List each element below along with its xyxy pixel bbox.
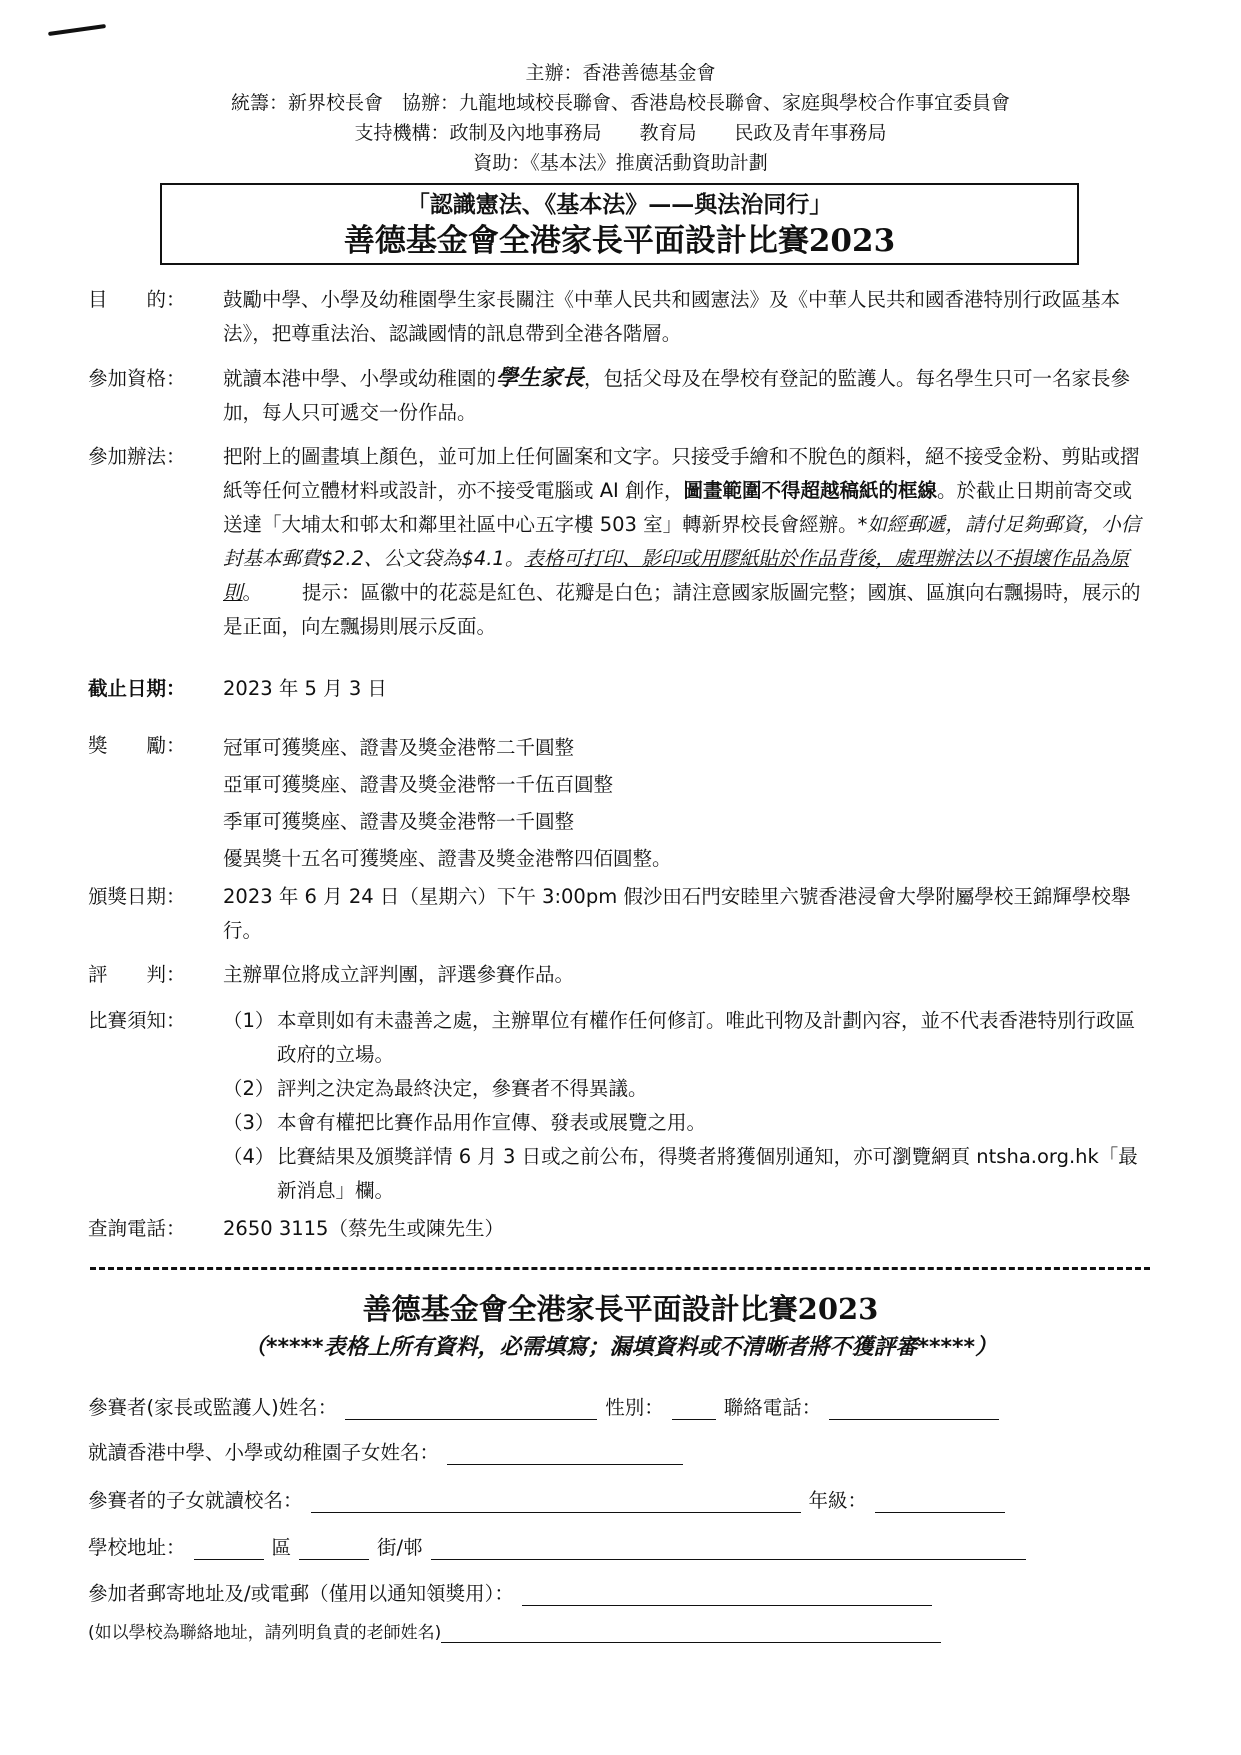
award-item: 優異獎十五名可獲獎座、證書及獎金港幣四佰圓整。	[223, 847, 672, 870]
purpose-text: 鼓勵中學、小學及幼稚園學生家長關注《中華人民共和國憲法》及《中華人民共和國香港特別行政區基本法》，把尊重法治、認識國情的訊息帶到全港各階層。	[223, 288, 1121, 345]
method-text-b: 。於截止日期前寄交或送達「大埔太和邨太和鄰里社區中心五字樓 503 室」轉新界校長會經辦。	[223, 479, 1133, 536]
method-text-a: 把附上的圖畫填上顏色，並可加上任何圖案和文字。只接受手繪和不脫色的顏料，絕不接受金粉、剪貼或摺紙等任何立體材料或設計，亦不接受電腦或 AI 創作，	[223, 445, 1140, 502]
form-row-child	[88, 1437, 691, 1465]
cut-line-divider	[90, 1267, 1150, 1270]
mail-address-label: 參加者郵寄地址及/或電郵（僅用以通知領獎用）：	[88, 1582, 514, 1605]
header	[0, 58, 1241, 178]
award-item: 亞軍可獲獎座、證書及獎金港幣一千伍百圓整	[223, 773, 614, 796]
form-row-teacher	[88, 1618, 949, 1643]
teacher-name-field[interactable]	[441, 1620, 941, 1643]
notice-item	[223, 1140, 1148, 1208]
judging-text: 主辦單位將成立評判團，評選參賽作品。	[223, 963, 575, 986]
page-title: 善德基金會全港家長平面設計比賽2023	[343, 223, 896, 259]
district-label: 區	[271, 1536, 292, 1559]
eligibility-label: 參加資格：	[88, 367, 186, 390]
form-row-mail	[88, 1578, 940, 1606]
form-row-parent	[88, 1392, 1007, 1420]
method-text-c: 。	[242, 581, 263, 604]
notice-item	[223, 1004, 1148, 1072]
school-name-label: 參賽者的子女就讀校名：	[88, 1489, 303, 1512]
eligibility-text	[223, 362, 1148, 430]
title-subtitle: 「認識憲法、《基本法》——與法治同行」	[406, 191, 833, 218]
child-name-field[interactable]	[447, 1442, 683, 1465]
method-label: 參加辦法：	[88, 445, 186, 468]
judging-section	[88, 958, 1148, 992]
gender-label: 性別：	[605, 1396, 664, 1419]
address-detail-field[interactable]	[431, 1537, 1026, 1560]
notice-label: 比賽須知：	[88, 1009, 186, 1032]
eligibility-text-b: ，包括父母及在學校有登記的監護人。每名學生只可一名家長參加，每人只可遞交一份作品。	[223, 367, 1131, 424]
ceremony-label: 頒獎日期：	[88, 885, 186, 908]
enquiry-section	[88, 1212, 1148, 1246]
district-field[interactable]	[194, 1537, 264, 1560]
eligibility-emphasis: 學生家長	[496, 366, 585, 391]
form-row-school	[88, 1485, 1013, 1513]
parent-name-label: 參賽者(家長或監護人)姓名：	[88, 1396, 338, 1419]
teacher-note-label: (如以學校為聯絡地址，請列明負責的老師姓名)	[88, 1623, 442, 1643]
school-address-label: 學校地址：	[88, 1536, 186, 1559]
street-field[interactable]	[299, 1537, 369, 1560]
school-name-field[interactable]	[311, 1490, 801, 1513]
phone-label: 聯絡電話：	[723, 1396, 822, 1419]
mail-address-field[interactable]	[522, 1583, 932, 1606]
notice-text: 評判之決定為最終決定，參賽者不得異議。	[277, 1077, 648, 1100]
notice-text: 比賽結果及頒獎詳情 6 月 3 日或之前公布，得獎者將獲個別通知，亦可瀏覽網頁 ntsha.org.hk「最新消息」欄。	[277, 1145, 1138, 1202]
notice-number: （1）	[223, 1009, 275, 1032]
judging-label: 評 判：	[88, 963, 186, 986]
notice-section	[88, 1004, 1148, 1208]
purpose-section	[88, 283, 1148, 351]
notice-item	[223, 1072, 1148, 1106]
organizer-line: 主辦：香港善德基金會	[525, 62, 716, 84]
eligibility-text-a: 就讀本港中學、小學或幼稚園的	[223, 367, 497, 390]
notice-text: 本會有權把比賽作品用作宣傳、發表或展覽之用。	[277, 1111, 707, 1134]
support-line: 支持機構：政制及內地事務局 教育局 民政及青年事務局	[354, 122, 887, 144]
form-title: 善德基金會全港家長平面設計比賽2023	[362, 1292, 879, 1326]
notice-item	[223, 1106, 1148, 1140]
awards-label: 獎 勵：	[88, 734, 186, 757]
phone-field[interactable]	[829, 1397, 999, 1420]
grade-label: 年級：	[808, 1489, 868, 1512]
form-row-address	[88, 1532, 1034, 1560]
deadline-section	[88, 672, 1148, 706]
deadline-text: 2023 年 5 月 3 日	[223, 677, 387, 700]
notice-number: （3）	[223, 1111, 275, 1134]
method-hint: 提示：區徽中的花蕊是紅色、花瓣是白色；請注意國家版圖完整；國旗、區旗向右飄揚時，展示的是正面，向左飄揚則展示反面。	[223, 581, 1141, 638]
method-section	[88, 440, 1148, 644]
award-item: 冠軍可獲獎座、證書及獎金港幣二千圓整	[223, 736, 575, 759]
ceremony-text: 2023 年 6 月 24 日（星期六）下午 3:00pm 假沙田石門安睦里六號香港浸會大學附屬學校王錦輝學校舉行。	[223, 885, 1131, 942]
ceremony-section	[88, 880, 1148, 948]
method-text	[223, 440, 1148, 644]
notice-number: （4）	[223, 1145, 275, 1168]
enquiry-text: 2650 3115（蔡先生或陳先生）	[223, 1217, 504, 1240]
awards-list	[223, 729, 1148, 877]
eligibility-section	[88, 362, 1148, 430]
form-note: （*****表格上所有資料，必需填寫；漏填資料或不清晰者將不獲評審*****）	[243, 1335, 998, 1360]
funding-line: 資助：《基本法》推廣活動資助計劃	[473, 152, 768, 174]
method-postage: *如經郵遞，請付足夠郵資，小信封基本郵費$2.2、公文袋為$4.1。	[223, 513, 1141, 570]
method-bold: 圖畫範圍不得超越稿紙的框線	[683, 479, 938, 502]
purpose-label: 目 的：	[88, 288, 186, 311]
scan-mark	[48, 24, 106, 36]
notice-number: （2）	[223, 1077, 275, 1100]
method-underline: 表格可打印、影印或用膠紙貼於作品背後，處理辦法以不損壞作品為原則	[223, 547, 1129, 604]
notice-text: 本章則如有未盡善之處，主辦單位有權作任何修訂。唯此刊物及計劃內容，並不代表香港特別行政區政府的立場。	[277, 1009, 1136, 1066]
title-box	[160, 183, 1079, 265]
child-name-label: 就讀香港中學、小學或幼稚園子女姓名：	[88, 1441, 440, 1464]
gender-field[interactable]	[672, 1397, 716, 1420]
deadline-label: 截止日期：	[88, 677, 186, 700]
award-item: 季軍可獲獎座、證書及獎金港幣一千圓整	[223, 810, 575, 833]
parent-name-field[interactable]	[345, 1397, 597, 1420]
coordination-line: 統籌：新界校長會 協辦：九龍地域校長聯會、香港島校長聯會、家庭與學校合作事宜委員會	[230, 92, 1010, 114]
notice-list	[223, 1004, 1148, 1208]
grade-field[interactable]	[875, 1490, 1005, 1513]
enquiry-label: 查詢電話：	[88, 1217, 186, 1240]
street-label: 街/邨	[377, 1536, 423, 1559]
awards-section	[88, 729, 1148, 877]
